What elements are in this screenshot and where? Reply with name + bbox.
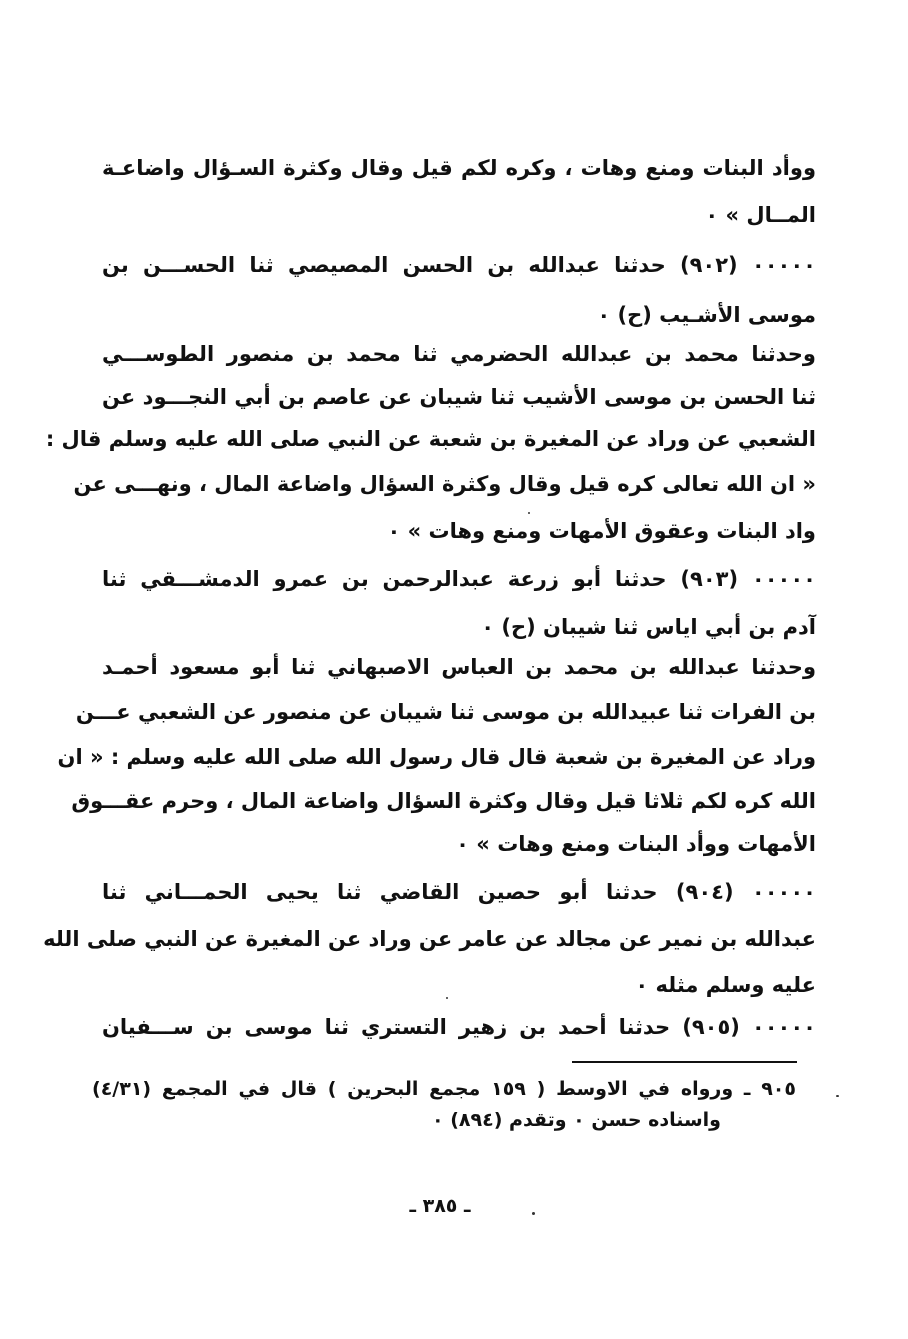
footnote-line-2: واسناده حسن ٠ وتقدم (٨٩٤) ٠	[432, 1109, 721, 1131]
hadith-905-line-1: ٠٠٠٠٠ (٩٠٥) حدثنا أحمد بن زهير التستري ثنا موسى بن ســـفيان	[102, 1015, 816, 1039]
footnote-line-1: ٩٠٥ ـ ورواه في الاوسط ( ١٥٩ مجمع البحرين ) قال في المجمع (٤/٣١)	[92, 1078, 796, 1100]
hadith-903-line-5: وراد عن المغيرة بن شعبة قال قال رسول الله صلى الله عليه وسلم : « ان	[57, 745, 816, 769]
hadith-902-line-6: « ان الله تعالى كره قيل وقال وكثرة السؤال واضاعة المال ، ونهـــى عن	[73, 472, 816, 496]
hadith-902-line-5: الشعبي عن وراد عن المغيرة بن شعبة عن النبي صلى الله عليه وسلم قال :	[45, 427, 816, 451]
hadith-902-line-4: ثنا الحسن بن موسى الأشيب ثنا شيبان عن عاصم بن أبي النجـــود عن	[102, 385, 816, 409]
scan-speck	[528, 512, 530, 514]
hadith-903-line-2: آدم بن أبي اياس ثنا شيبان (ح) ٠	[481, 615, 816, 639]
hadith-903-line-4: بن الفرات ثنا عبيدالله بن موسى ثنا شيبان عن منصور عن الشعبي عـــن	[75, 700, 816, 724]
hadith-902-line-7: واد البنات وعقوق الأمهات ومنع وهات » ٠	[387, 519, 816, 543]
hadith-904-line-1: ٠٠٠٠٠ (٩٠٤) حدثنا أبو حصين القاضي ثنا يحيى الحمـــاني ثنا	[102, 880, 816, 904]
hadith-903-line-6: الله كره لكم ثلاثا قيل وقال وكثرة السؤال واضاعة المال ، وحرم عقـــوق	[71, 789, 816, 813]
scan-speck	[446, 997, 448, 999]
hadith-904-line-3: عليه وسلم مثله ٠	[635, 973, 816, 997]
hadith-902-line-2: موسى الأشـيب (ح) ٠	[597, 303, 816, 327]
hadith-903-line-1: ٠٠٠٠٠ (٩٠٣) حدثنا أبو زرعة عبدالرحمن بن عمرو الدمشـــقي ثنا	[102, 567, 816, 591]
scan-speck	[836, 1095, 839, 1097]
footnote-separator	[572, 1061, 797, 1063]
hadith-904-line-2: عبدالله بن نمير عن مجالد عن عامر عن وراد عن المغيرة عن النبي صلى الله	[43, 927, 816, 951]
hadith-903-line-7: الأمهات ووأد البنات ومنع وهات » ٠	[456, 832, 816, 856]
hadith-903-line-3: وحدثنا عبدالله بن محمد بن العباس الاصبهاني ثنا أبو مسعود أحمـد	[102, 655, 816, 679]
body-line-1: ووأد البنات ومنع وهات ، وكره لكم قيل وقال وكثرة السـؤال واضاعـة	[102, 156, 816, 180]
page-number: ـ ٣٨٥ ـ	[409, 1195, 471, 1217]
scan-speck	[532, 1212, 535, 1215]
hadith-902-line-1: ٠٠٠٠٠ (٩٠٢) حدثنا عبدالله بن الحسن المصيصي ثنا الحســـن بن	[102, 253, 816, 277]
body-line-2: المــال » ٠	[705, 203, 816, 227]
hadith-902-line-3: وحدثنا محمد بن عبدالله الحضرمي ثنا محمد بن منصور الطوســـي	[102, 342, 816, 366]
